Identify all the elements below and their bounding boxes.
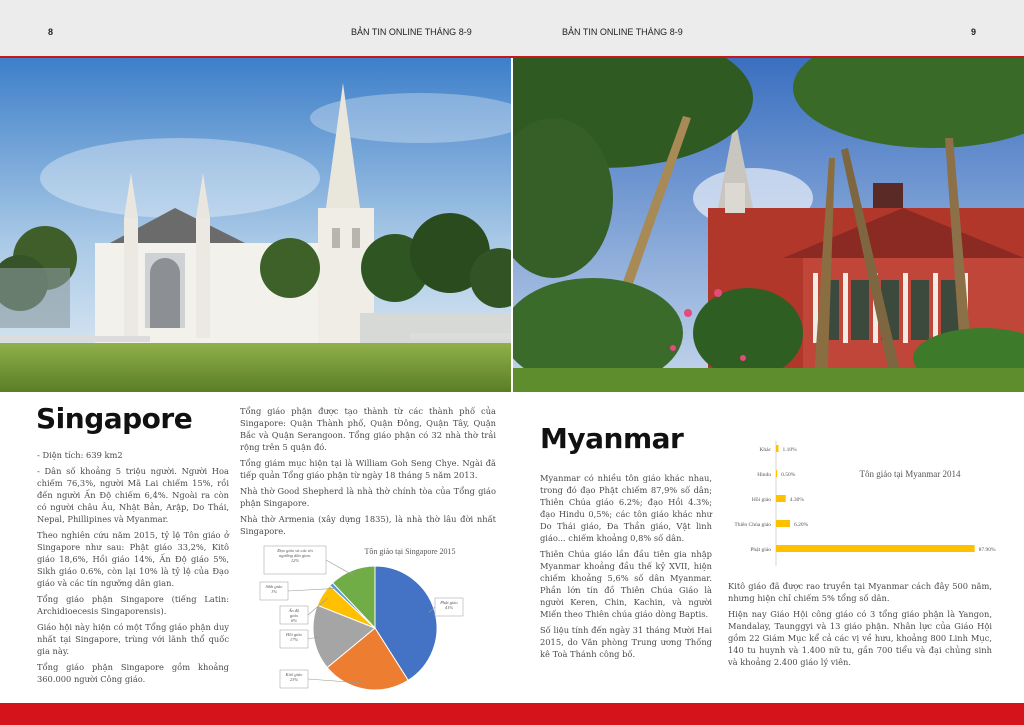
- bar-category-label: Hindu: [757, 472, 771, 478]
- myanmar-column-2: [728, 580, 992, 672]
- paragraph: Myanmar có nhiều tôn giáo khác nhau, trong đó đạo Phật chiếm 87,9% số dân; Thiên Chúa giáo 6.2%; đạo Hồi 4.3%; đạo Hindu 0,5%; các tôn giáo khác như Do Thái giáo, Đa Thần giáo, Vật linh giáo... chiếm khoảng 0,8% số dân.: [540, 473, 712, 543]
- paragraph: Hiện nay Giáo Hội công giáo có 3 tổng giáo phận là Yangon, Mandalay, Taunggyi và 13 giáo phận. Nhân lực của Giáo Hội gồm 22 Giám Mục kể cả các vị về hưu, khoảng 800 Linh Mục, 140 tu huynh và 1.400 nữ tu, gần 700 tiểu và đại chủng sinh và khoảng 2.400 giáo lý viên.: [728, 609, 992, 667]
- left-page-number: 8: [48, 27, 54, 37]
- bar-value-label: 4.30%: [789, 497, 804, 503]
- bar-category-label: Khác: [759, 447, 771, 453]
- paragraph: - Diện tích: 639 km2: [37, 450, 123, 460]
- bar-category-label: Phật giáo: [750, 547, 771, 553]
- page-footer-bar: [0, 703, 1024, 725]
- bar-category-label: Hồi giáo: [751, 497, 771, 503]
- pie-slice-label: Kitô giáo 23%: [285, 672, 303, 682]
- paragraph: Theo nghiên cứu năm 2015, tỷ lệ Tôn giáo ở Singapore như sau: Phật giáo 33,2%, Kitô giáo 18,6%, Hồi giáo 14%, Ấn Độ giáo 5%, Sikh giáo 0.6%, còn lại 10% là tỷ lệ của Đạo giáo và các tín ngưỡng dân gian.: [37, 530, 229, 588]
- chart-title: Tôn giáo tại Myanmar 2014: [859, 469, 961, 479]
- singapore-cathedral-photo: [0, 58, 511, 392]
- pie-slice-label: Hồi giáo 17%: [286, 632, 302, 642]
- paragraph: Tổng giáo phận Singapore (tiếng Latin: Archidioecesis Singaporensis).: [37, 594, 229, 616]
- bar: [776, 520, 790, 527]
- bar-value-label: 87.90%: [978, 547, 996, 553]
- myanmar-title: Myanmar: [540, 422, 684, 455]
- paragraph: Giáo hội này hiện có một Tổng giáo phận duy nhất tại Singapore, trùng với lãnh thổ quốc gia này.: [37, 622, 229, 656]
- page-header: [0, 0, 1024, 58]
- pie-slice-label: Phật giáo 41%: [440, 600, 458, 610]
- pie-slice-label: Đạo giáo và các tín ngưỡng dân gian. 12%: [277, 548, 313, 563]
- bar-value-label: 6.20%: [794, 522, 809, 528]
- bar-value-label: 0.50%: [781, 472, 796, 478]
- bar-category-label: Thiên Chúa giáo: [734, 522, 771, 528]
- right-page-number: 9: [971, 27, 977, 37]
- paragraph: Số liệu tính đến ngày 31 tháng Mười Hai 2015, do Văn phòng Trung ương Thống kê Toà Thánh công bố.: [540, 625, 712, 659]
- paragraph: Nhà thờ Good Shepherd là nhà thờ chính tòa của Tổng giáo phận Singapore.: [240, 486, 496, 508]
- bar: [776, 445, 778, 452]
- paragraph: Nhà thờ Armenia (xây dựng 1835), là nhà thờ lâu đời nhất Singapore.: [240, 514, 496, 536]
- right-header-title: BẢN TIN ONLINE THÁNG 8-9: [562, 27, 683, 37]
- pie-slice-label: Ấn độ giáo 6%: [288, 608, 300, 623]
- pie-slice-label: Sikh giáo 1%: [265, 584, 283, 594]
- myanmar-column-1: [540, 472, 712, 664]
- singapore-religion-pie-chart: [250, 540, 500, 700]
- paragraph: - Dân số khoảng 5 triệu người. Người Hoa chiếm 76,3%, người Mã Lai chiếm 15%, rồi đến người Ấn Độ chiếm 6,4%. Ngoài ra còn có người châu Âu, Nhật Bản, Arập, Do Thái, Nepal, Phillipines và Myanmar.: [37, 466, 229, 524]
- paragraph: Tổng giáo phận Singapore gồm khoảng 360.000 người Công giáo.: [37, 662, 229, 684]
- paragraph: Tổng giám mục hiện tại là William Goh Seng Chye. Ngài đã tiếp quản Tổng giáo phận từ ngày 18 tháng 5 năm 2013.: [240, 458, 496, 480]
- bar: [776, 495, 786, 502]
- singapore-column-2: [240, 405, 496, 541]
- pie-leader-line: [326, 560, 354, 576]
- chart-title: Tôn giáo tại Singapore 2015: [364, 547, 456, 556]
- paragraph: Kitô giáo đã được rao truyền tại Myanmar cách đây 500 năm, nhưng hiện chỉ chiếm 5% tổng số dân.: [728, 581, 992, 603]
- myanmar-religion-bar-chart: [720, 435, 1010, 575]
- paragraph: Tổng giáo phận được tạo thành từ các thành phố của Singapore: Quận Thành phố, Quận Đông, Quận Tây, Quận Bắc và Quận Serangoon. Tổng giáo phận có 32 nhà thờ trải rộng trên 5 quận đó.: [240, 406, 496, 452]
- paragraph: Thiên Chúa giáo lần đầu tiên gia nhập Myanmar khoảng đầu thế kỷ XVII, hiện chiếm khoảng 5,6% số dân Myanmar. Phần lớn tín đồ Thiên Chúa Giáo là người Keren, Chin, Kachin, và người Miến theo Thiên chúa giáo dòng Baptis.: [540, 549, 712, 619]
- bar-value-label: 1.10%: [782, 447, 797, 453]
- singapore-title: Singapore: [36, 402, 193, 435]
- singapore-column-1: [37, 449, 229, 689]
- bar: [776, 545, 975, 552]
- bar: [776, 470, 777, 477]
- left-header-title: BẢN TIN ONLINE THÁNG 8-9: [351, 27, 472, 37]
- myanmar-church-photo: [513, 58, 1024, 392]
